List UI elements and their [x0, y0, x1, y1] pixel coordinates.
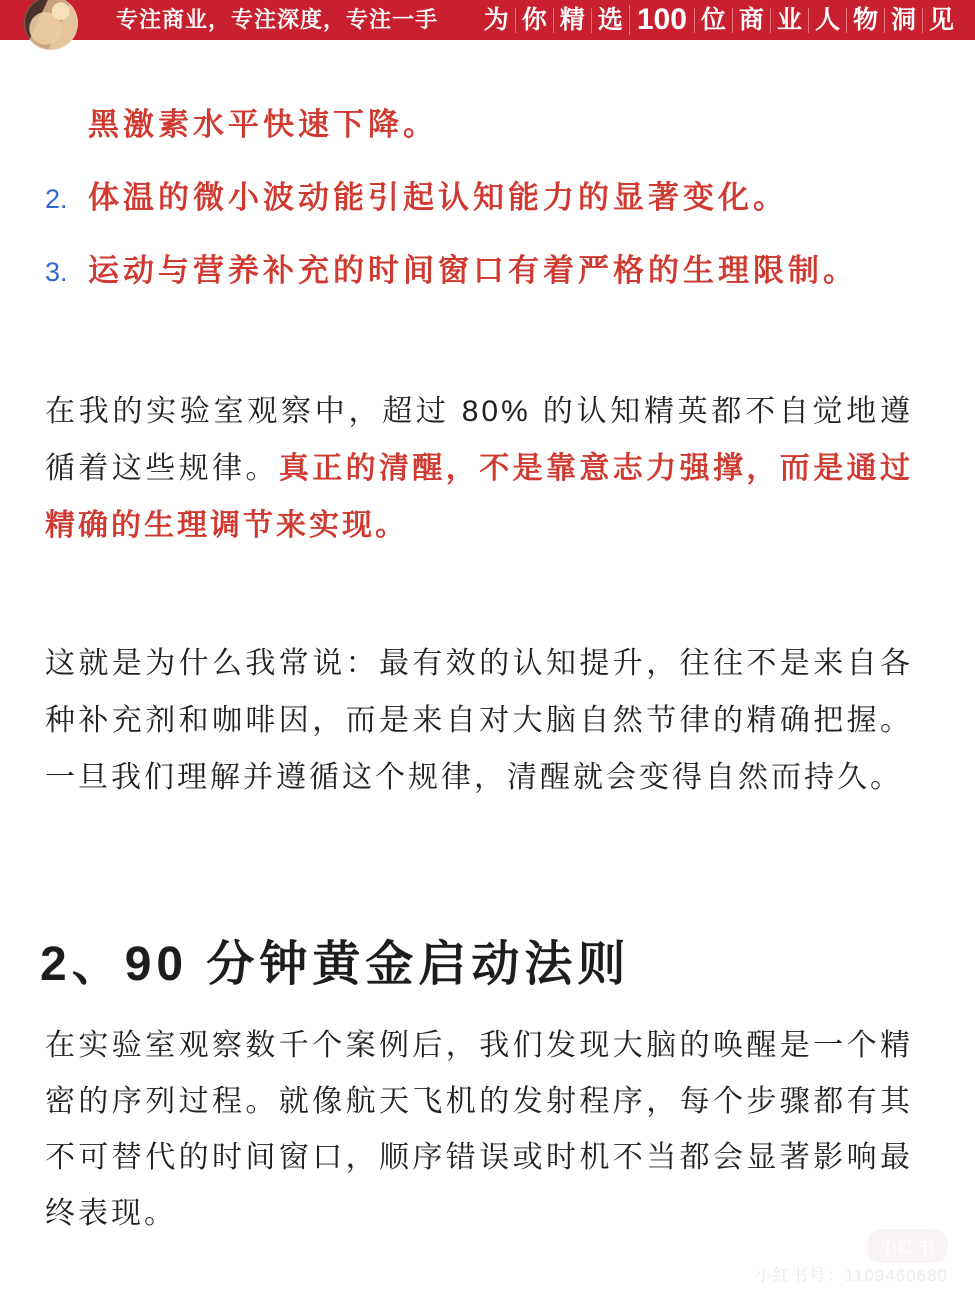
header-tagline: 专注商业，专注深度，专注一手 — [116, 7, 439, 32]
list-item-text: 运动与营养补充的时间窗口有着严格的生理限制。 — [88, 253, 858, 288]
avatar — [24, 0, 78, 50]
list-item — [45, 250, 915, 292]
list-item-number: 2. — [45, 184, 68, 214]
slogan-char: 洞 — [884, 8, 922, 33]
paragraph-observation — [45, 383, 913, 554]
list-item-number: 3. — [45, 257, 68, 287]
header-bar — [0, 0, 975, 40]
list-item-1-continuation: 黑激素水平快速下降。 — [88, 107, 438, 142]
slogan-char: 商 — [732, 8, 770, 33]
list-item-text: 体温的微小波动能引起认知能力的显著变化。 — [88, 180, 788, 215]
slogan-char: 你 — [515, 8, 553, 33]
list-item — [45, 177, 915, 219]
slogan-char: 选 — [591, 8, 629, 33]
slogan-char: 业 — [770, 8, 808, 33]
slogan-char: 精 — [553, 8, 591, 33]
xiaohongshu-account-id: 小红书号：1109460680 — [754, 1266, 948, 1285]
slogan-char: 物 — [846, 8, 884, 33]
slogan-char: 位 — [694, 8, 732, 33]
slogan-char: 见 — [922, 8, 960, 33]
paragraph-emphasis: 真正的清醒，不是靠意志力强撑，而是通过精确的生理调节来实现。 — [45, 452, 914, 542]
key-points-list — [45, 104, 915, 292]
section-heading: 2、90 分钟黄金启动法则 — [40, 938, 631, 991]
header-slogan — [478, 0, 960, 40]
slogan-number: 100 — [629, 5, 694, 35]
paragraph-insight: 这就是为什么我常说：最有效的认知提升，往往不是来自各种补充剂和咖啡因，而是来自对大脑自然节律的精确把握。一旦我们理解并遵循这个规律，清醒就会变得自然而持久。 — [45, 647, 913, 794]
slogan-char: 人 — [808, 8, 846, 33]
xiaohongshu-logo-badge: 小红书 — [867, 1229, 948, 1263]
slogan-char: 为 — [483, 5, 509, 34]
paragraph-text: 在我的实验室观察中，超过 80% 的认知精英都不自觉地遵循着这些规律。 — [45, 395, 913, 485]
paragraph-launch-rule: 在实验室观察数千个案例后，我们发现大脑的唤醒是一个精密的序列过程。就像航天飞机的发射程序，每个步骤都有其不可替代的时间窗口，顺序错误或时机不当都会显著影响最终表现。 — [45, 1029, 913, 1230]
